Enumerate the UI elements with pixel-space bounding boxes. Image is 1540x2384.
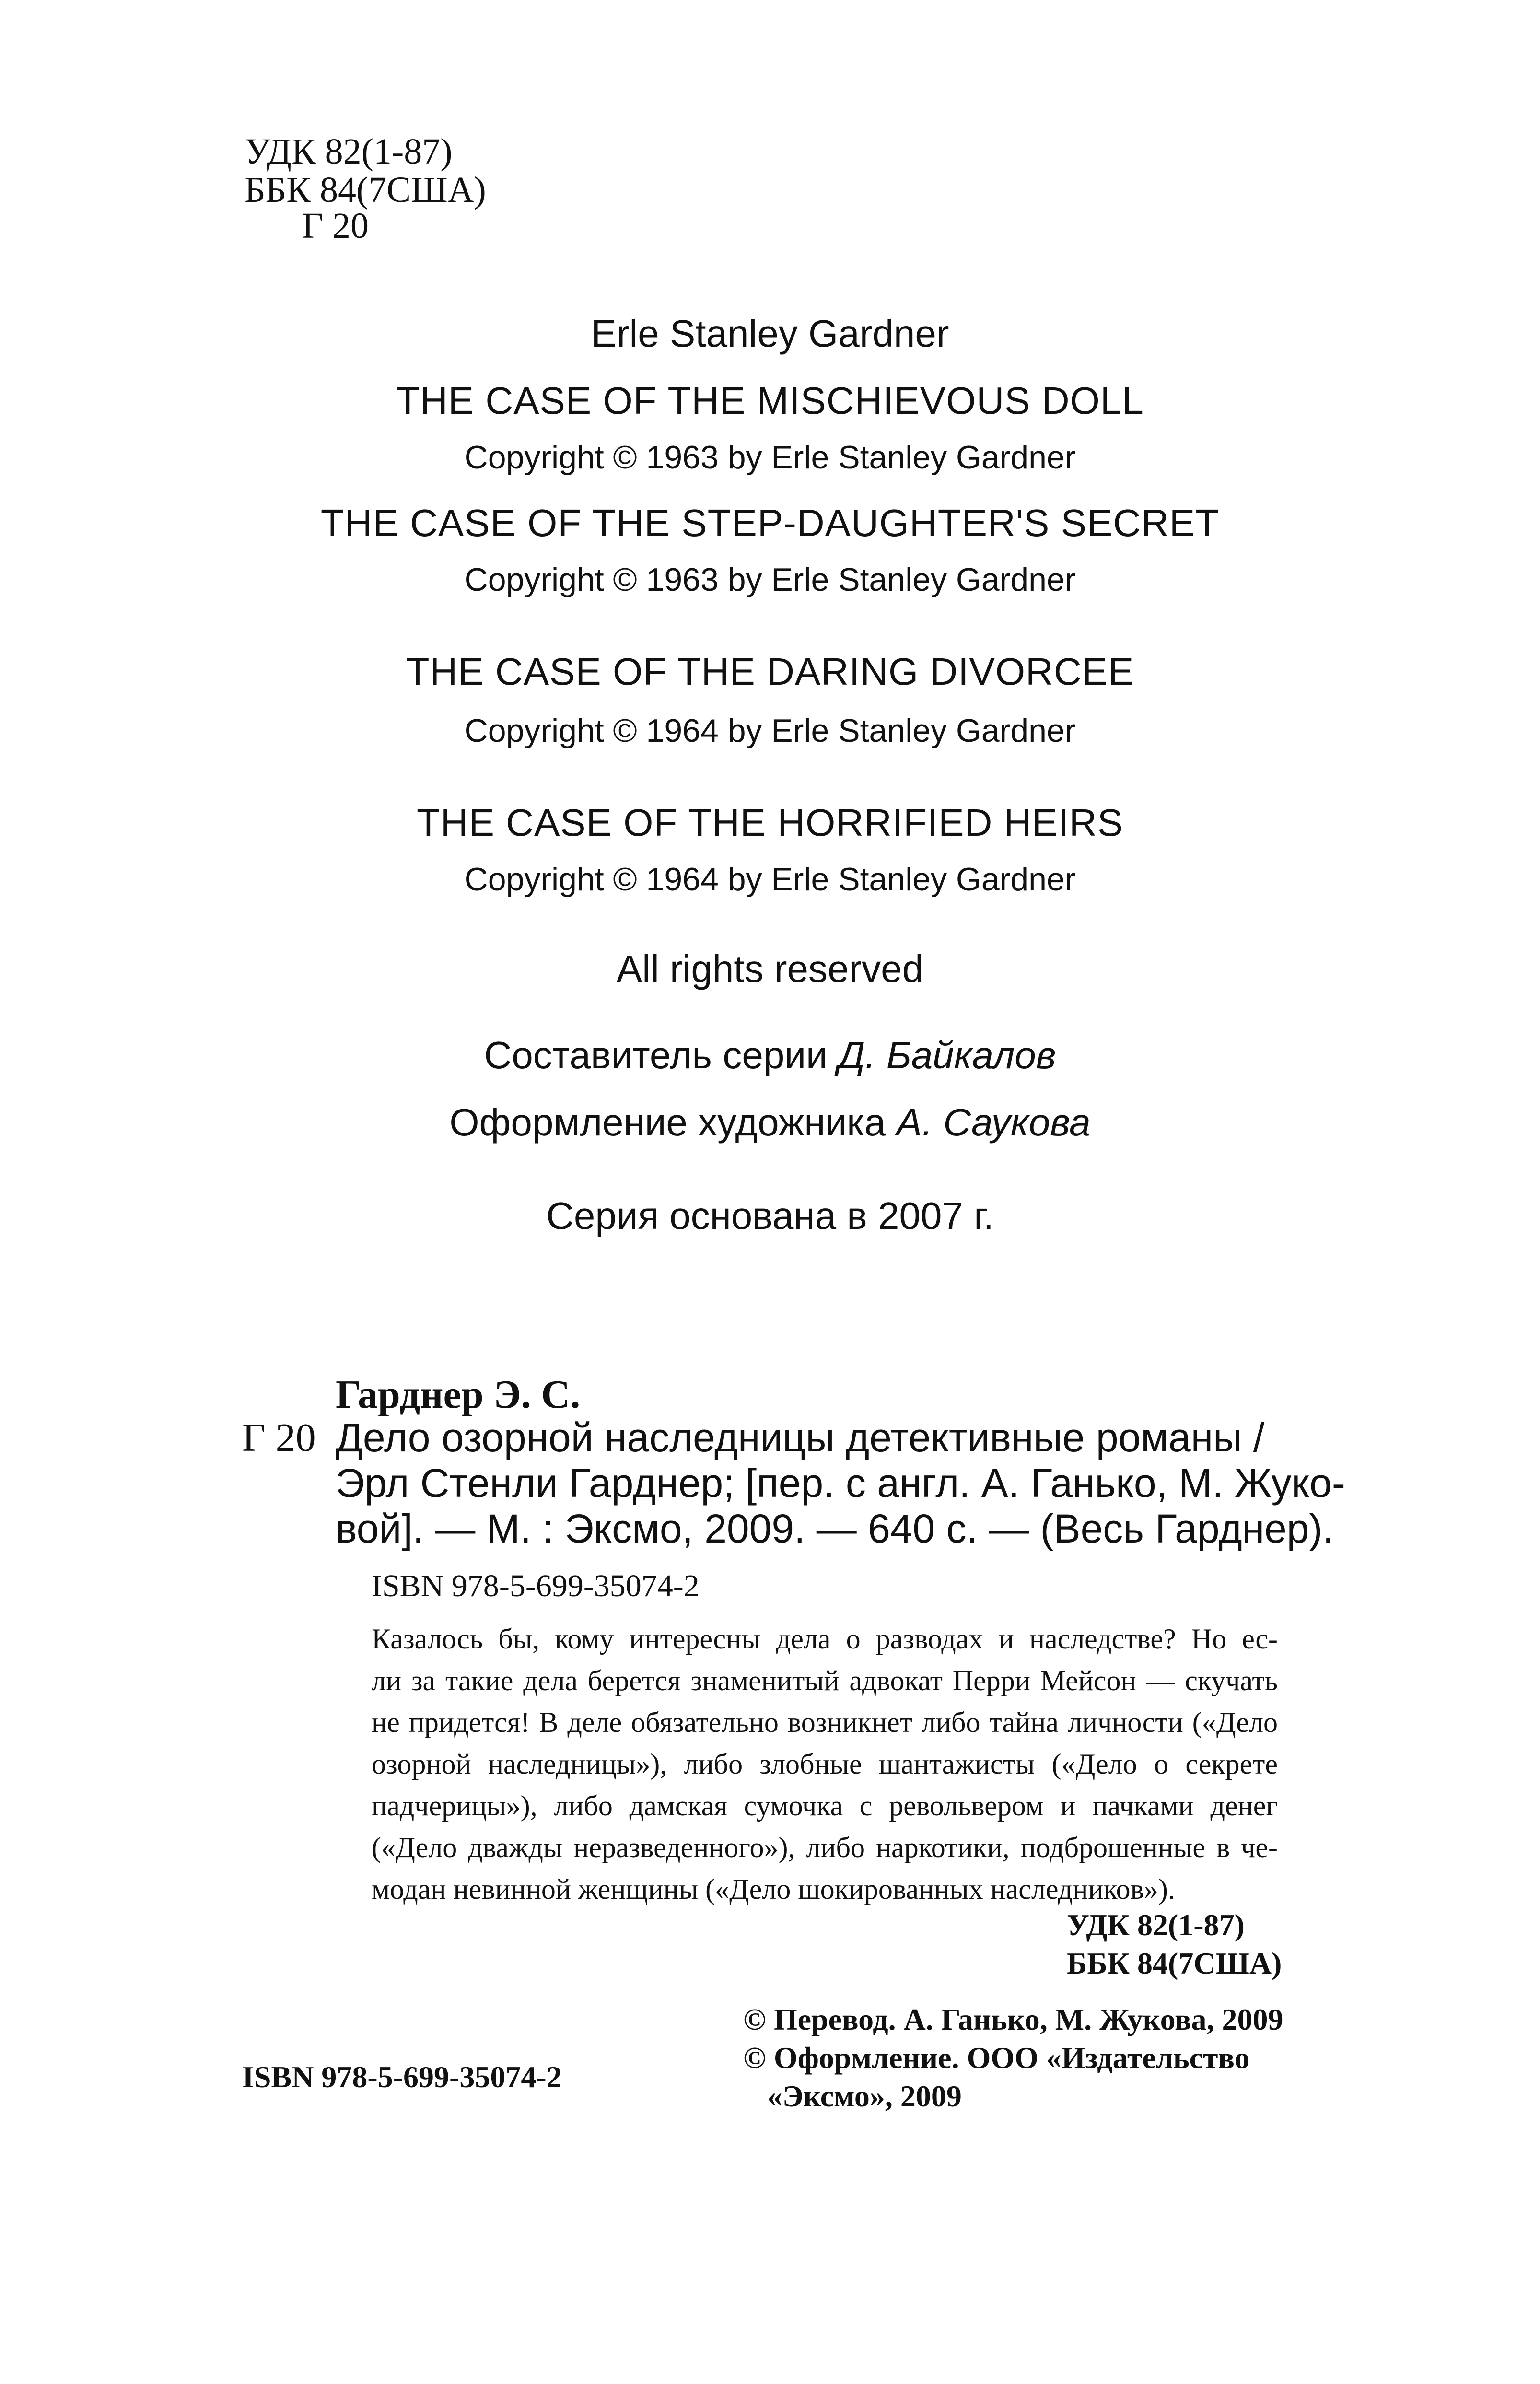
bibliography-author: Гарднер Э. С. [336, 1372, 581, 1417]
original-title-4: THE CASE OF THE HORRIFIED HEIRS [416, 801, 1124, 844]
bbk-code-bottom: ББК 84(7США) [1067, 1946, 1282, 1980]
udk-code-bottom: УДК 82(1-87) [1067, 1908, 1245, 1942]
copyright-line-4: Copyright © 1964 by Erle Stanley Gardner [464, 861, 1076, 898]
annotation-line: («Дело дважды неразведенного»), либо наркотики, подброшенные в че- [372, 1832, 1278, 1863]
annotation-line: падчерицы»), либо дамская сумочка с револьвером и пачками денег [372, 1790, 1278, 1822]
bibliography-line-2: Эрл Стенли Гарднер; [пер. с англ. А. Ганько, М. Жуко- [336, 1461, 1345, 1506]
annotation-line: Казалось бы, кому интересны дела о разводах и наследстве? Но ес- [372, 1623, 1278, 1655]
series-compiler-name: Д. Байкалов [838, 1034, 1056, 1076]
cover-design-credit [0, 1100, 1540, 1145]
bbk-code: ББК 84(7США) [245, 170, 486, 210]
footer-isbn: ISBN 978-5-699-35074-2 [242, 2060, 562, 2094]
series-founded: Серия основана в 2007 г. [546, 1194, 994, 1237]
cover-design-label: Оформление художника [449, 1101, 897, 1144]
copyright-line-2: Copyright © 1963 by Erle Stanley Gardner [464, 561, 1076, 598]
bibliography-line-3: вой]. — М. : Эксмо, 2009. — 640 с. — (Весь Гарднер). [336, 1506, 1334, 1551]
original-title-2: THE CASE OF THE STEP-DAUGHTER'S SECRET [320, 502, 1220, 544]
bibliography-mark: Г 20 [242, 1415, 316, 1460]
annotation [372, 1618, 1278, 1910]
series-compiler-label: Составитель серии [484, 1034, 838, 1076]
cover-design-name: А. Саукова [896, 1101, 1091, 1144]
annotation-line: модан невинной женщины («Дело шокированных наследников»). [372, 1873, 1175, 1905]
copyright-line-1: Copyright © 1963 by Erle Stanley Gardner [464, 439, 1076, 476]
udk-code: УДК 82(1-87) [245, 131, 453, 172]
annotation-line: озорной наследницы»), либо злобные шантажисты («Дело о секрете [372, 1748, 1278, 1780]
translation-copyright: © Перевод. А. Ганько, М. Жукова, 2009 [743, 2002, 1283, 2036]
series-compiler [0, 1033, 1540, 1077]
original-title-1: THE CASE OF THE MISCHIEVOUS DOLL [396, 379, 1144, 422]
bibliography-line-1: Дело озорной наследницы детективные романы / [336, 1415, 1265, 1460]
original-author: Erle Stanley Gardner [591, 312, 949, 355]
rights-reserved: All rights reserved [616, 947, 924, 990]
design-copyright-continued: «Эксмо», 2009 [767, 2079, 962, 2113]
annotation-line: ли за такие дела берется знаменитый адвокат Перри Мейсон — скучать [372, 1665, 1278, 1696]
author-mark: Г 20 [302, 206, 369, 246]
original-title-3: THE CASE OF THE DARING DIVORCEE [406, 650, 1134, 693]
annotation-line: не придется! В деле обязательно возникнет либо тайна личности («Дело [372, 1706, 1278, 1738]
copyright-line-3: Copyright © 1964 by Erle Stanley Gardner [464, 713, 1076, 749]
bibliography-isbn: ISBN 978-5-699-35074-2 [372, 1568, 700, 1603]
design-copyright: © Оформление. ООО «Издательство [743, 2041, 1250, 2075]
